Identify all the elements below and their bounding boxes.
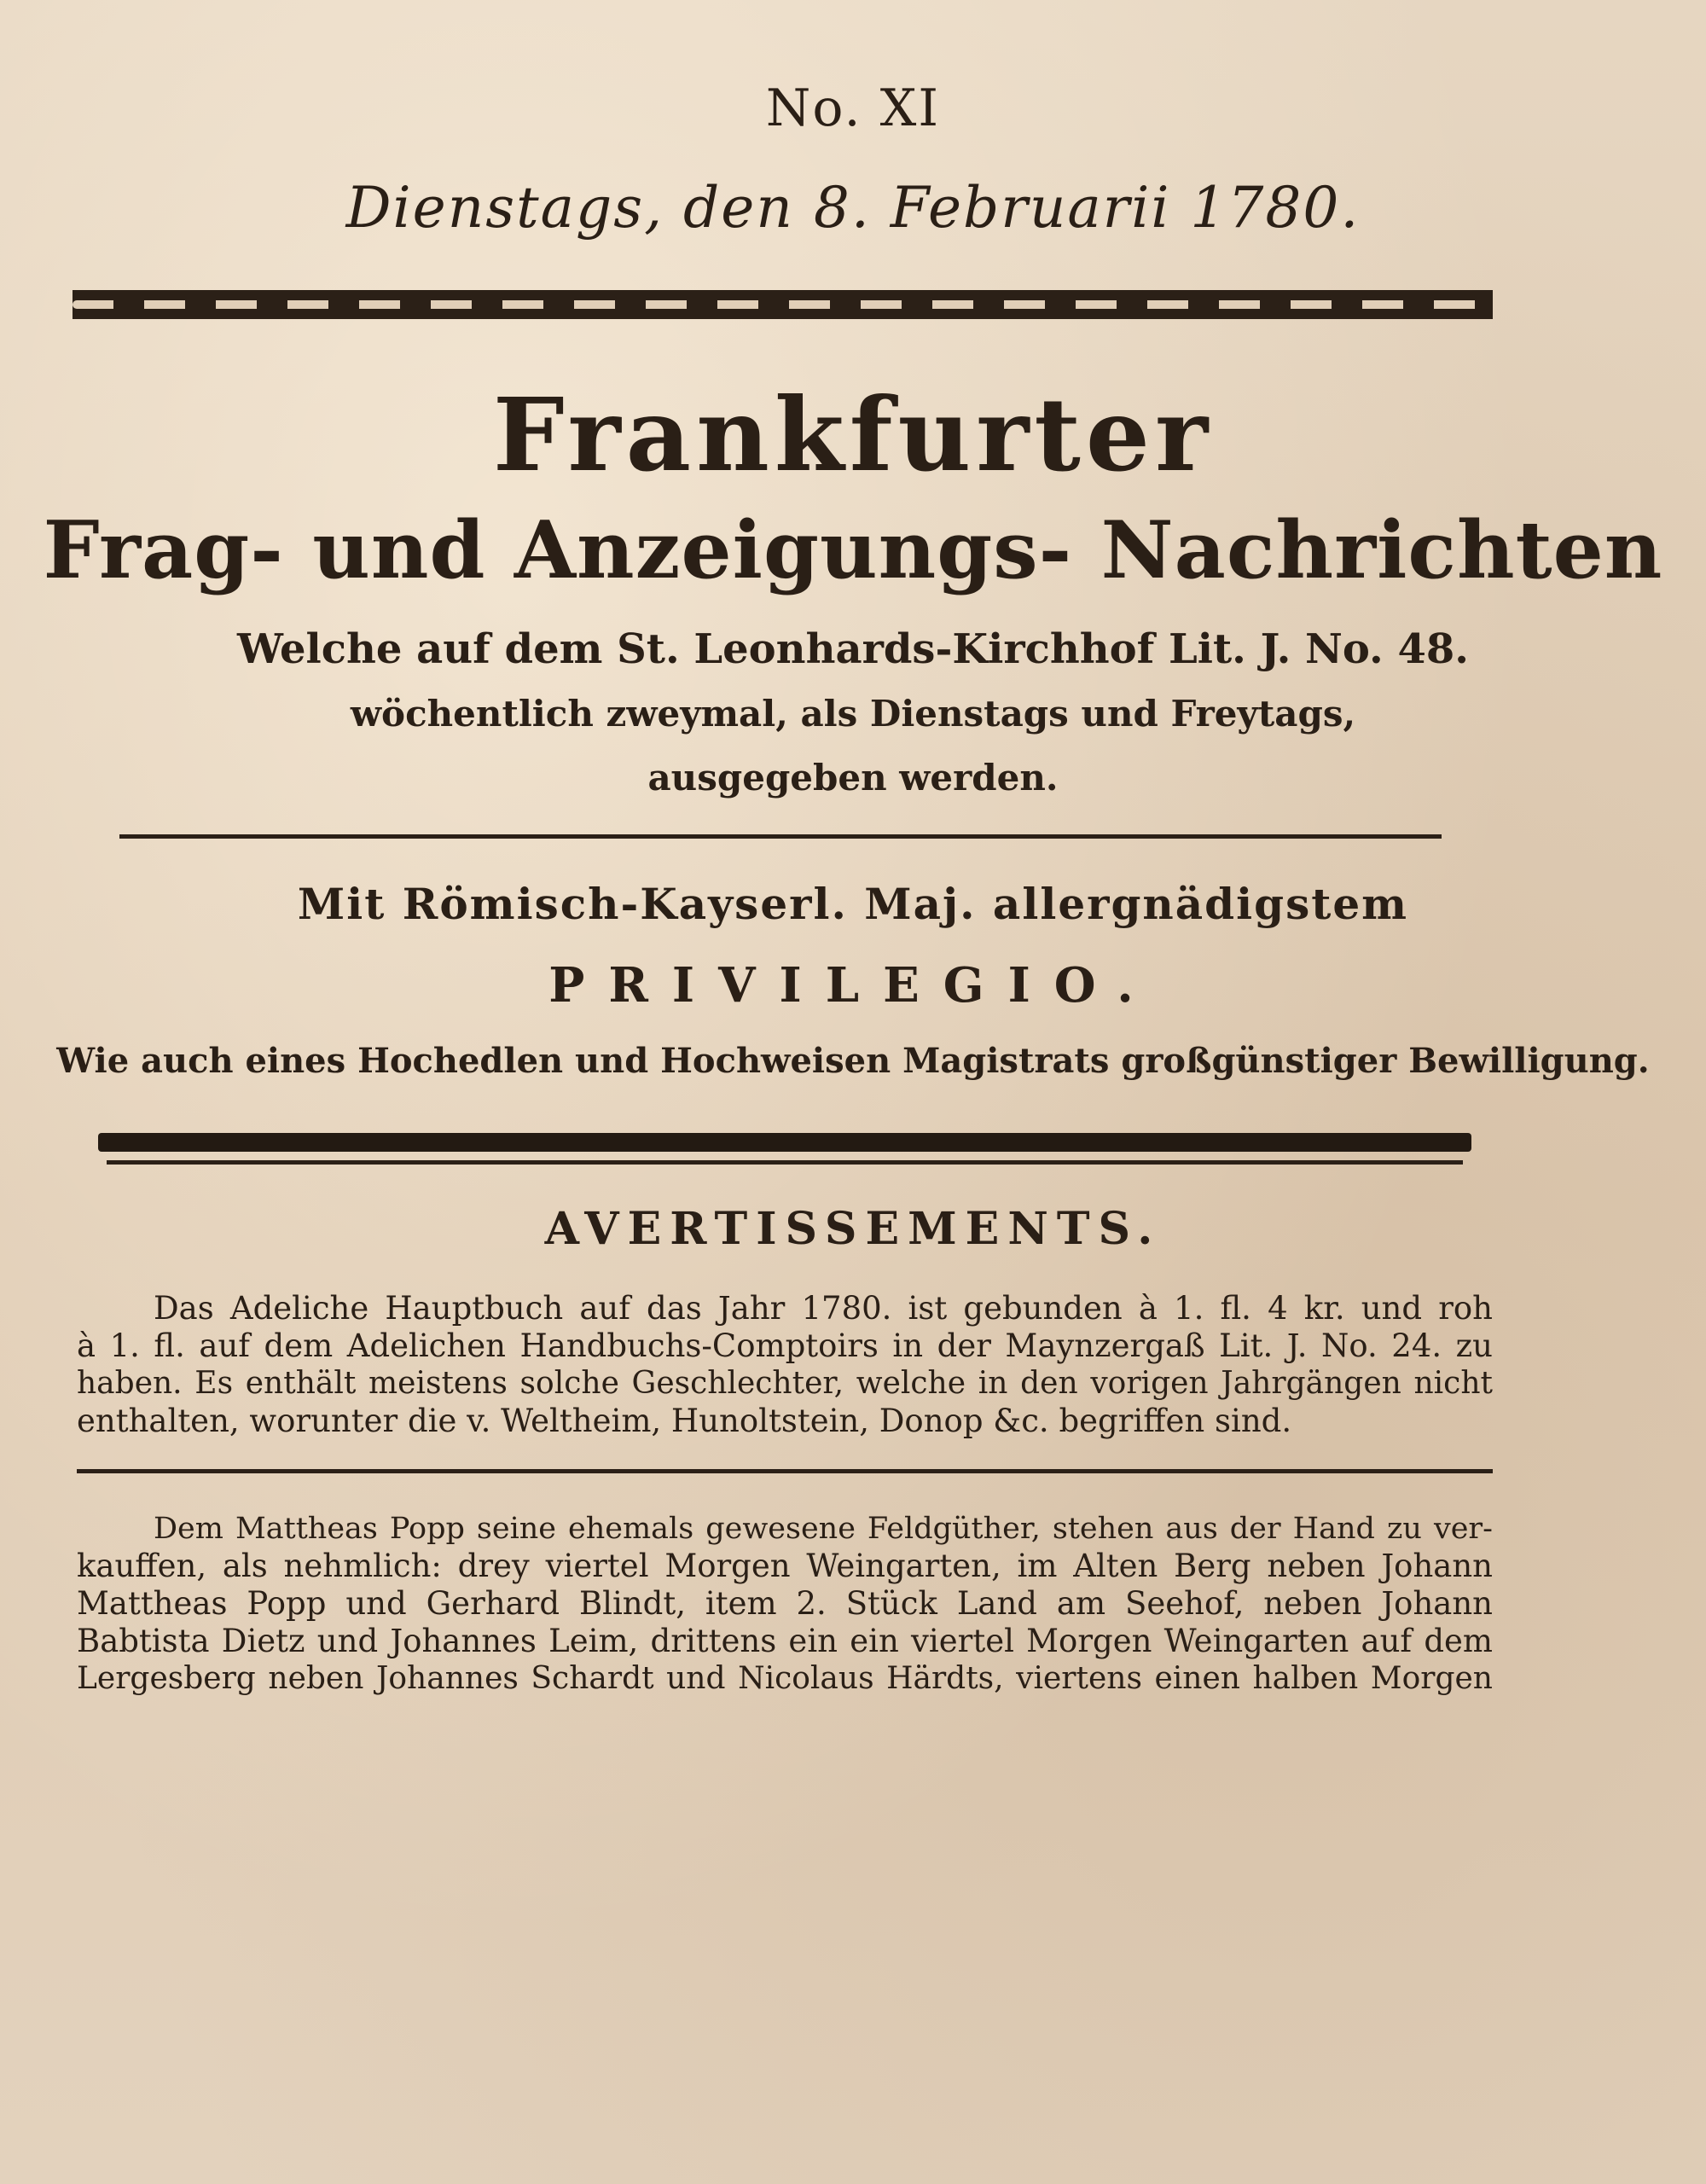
article-line: kauffen, als nehmlich: drey viertel Morgen Weingarten, im Alten Berg neben Johann [77,1548,1493,1584]
article-line: Das Adeliche Hauptbuch auf das Jahr 1780. ist gebunden à 1. fl. 4 kr. und roh [154,1290,1493,1327]
article-line: Babtista Dietz und Johannes Leim, drittens ein ein viertel Morgen Weingarten auf dem [77,1623,1493,1659]
article-line: enthalten, worunter die v. Weltheim, Hunoltstein, Donop &c. begriffen sind. [77,1403,1292,1439]
article-1 [77,1290,1493,1440]
heavy-divider-rule [98,1133,1471,1152]
section-heading: AVERTISSEMENTS. [544,1203,1162,1255]
masthead-title-line1: Frankfurter [492,375,1214,494]
article-line: Lergesberg neben Johannes Schardt und Nicolaus Härdts, viertens einen halben Morgen [77,1661,1493,1696]
divider-rule [119,834,1442,839]
article-line: à 1. fl. auf dem Adelichen Handbuchs-Comptoirs in der Maynzergaß Lit. J. No. 24. zu [77,1327,1493,1364]
article-2 [77,1510,1493,1698]
issue-number: No. XI [765,78,941,138]
date-line: Dienstags, den 8. Februarii 1780. [345,175,1361,241]
divider-rule-thin [107,1160,1463,1165]
ornamental-border-pattern [73,300,1493,309]
divider-rule [77,1469,1493,1473]
masthead-subtitle-line2: wöchentlich zweymal, als Dienstags und Freytags, [350,693,1356,735]
masthead-subtitle-line1: Welche auf dem St. Leonhards-Kirchhof Lit. J. No. 48. [237,625,1469,673]
privilege-line2: PRIVILEGIO. [548,957,1158,1014]
masthead-subtitle-line3: ausgegeben werden. [647,757,1059,799]
article-line: Mattheas Popp und Gerhard Blindt, item 2. Stück Land am Seehof, neben Johann [77,1585,1493,1622]
ornamental-border [73,290,1493,319]
privilege-line1: Mit Römisch-Kayserl. Maj. allergnädigstem [297,879,1409,929]
masthead-title-line2: Frag- und Anzeigungs- Nachrichten [43,503,1663,596]
article-line: haben. Es enthält meistens solche Geschlechter, welche in den vorigen Jahrgängen nicht [77,1366,1493,1401]
article-line: Dem Mattheas Popp seine ehemals gewesene Feldgüther, stehen aus der Hand zu ver- [154,1512,1493,1546]
privilege-line3: Wie auch eines Hochedlen und Hochweisen Magistrats großgünstiger Bewilligung. [56,1041,1650,1081]
